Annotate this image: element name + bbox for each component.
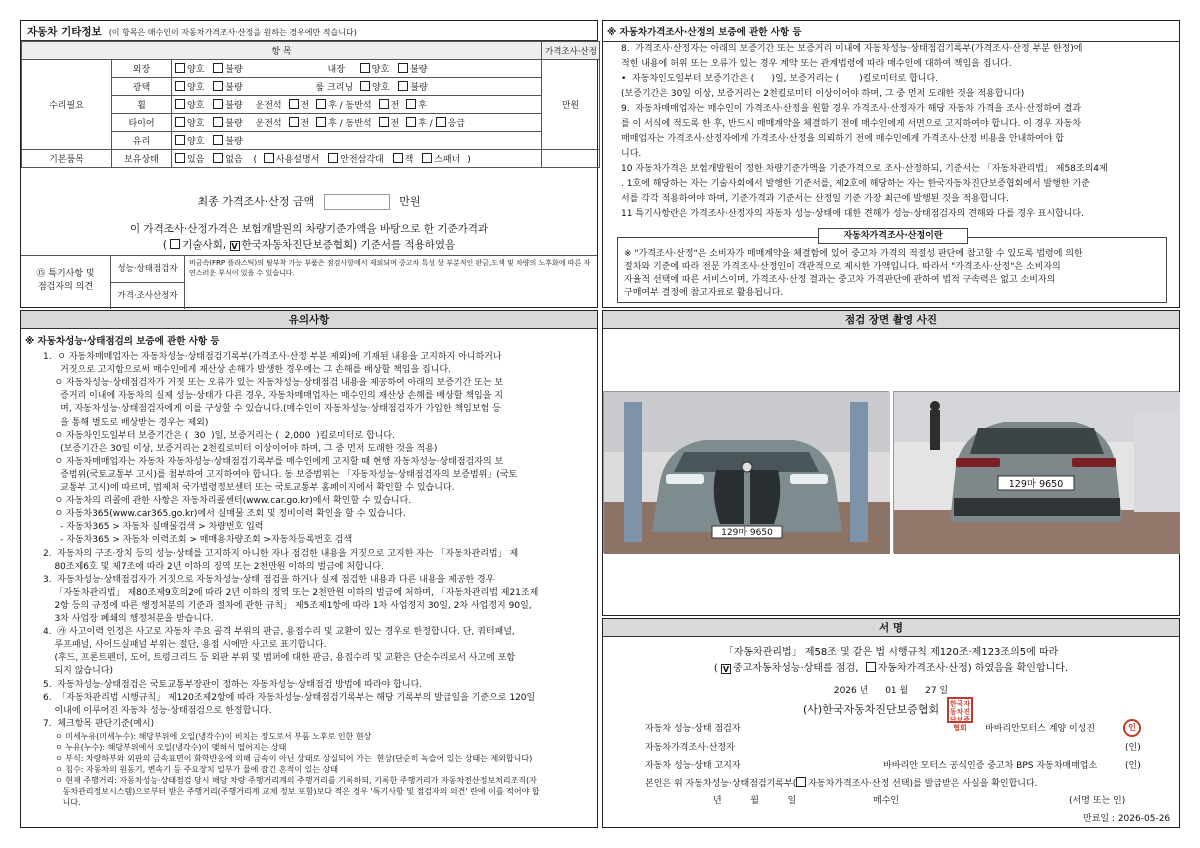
org-name: (사)한국자동차진단보증협회 xyxy=(803,703,940,716)
expiry-date: 만료일 : 2026-05-26 xyxy=(1083,814,1171,824)
has-label: 있음 xyxy=(187,155,205,165)
price-unit: 만원 xyxy=(561,101,580,111)
note-line: 3. 자동차성능·상태점검자가 거짓으로 자동차성능·상태 점검을 하거나 실제 점검한 내용과 다른 내용을 제공한 경우 xyxy=(43,574,495,585)
sign-day: 27 xyxy=(925,686,937,696)
item-manual-checkbox[interactable] xyxy=(264,153,274,163)
front-plate: 129마 9650 xyxy=(721,528,773,538)
note-line: ㅇ 자동차의 리콜에 관한 사항은 자동차리콜센터(www.car.go.kr)에서 확인할 수 있습니다. xyxy=(43,496,412,507)
day-unit: 일 xyxy=(939,686,949,696)
tire-good-checkbox[interactable] xyxy=(175,117,185,127)
row-exterior: 외장 xyxy=(132,65,151,75)
price-def-line: 자율적 선택에 따른 서비스이며, 가격조사·산정 결과는 중고차 가격판단에 관하여 법적 구속력은 없고 소비자의 xyxy=(624,275,1056,285)
good-label: 양호 xyxy=(371,65,390,75)
note-line: 루프패널, 사이드실패널 부위는 절단, 용접 시에만 사고로 표기합니다. xyxy=(43,640,327,651)
price-check-checkbox[interactable] xyxy=(866,662,876,672)
tire-driver-front-checkbox[interactable] xyxy=(289,117,299,127)
row-tire: 타이어 xyxy=(128,119,155,129)
inspector-label: 자동차 성능·상태 점검자 xyxy=(645,724,741,734)
final-price-unit: 만원 xyxy=(399,195,421,208)
note-line: 3차 사업장 폐쇄의 행정처분을 받습니다. xyxy=(43,614,214,624)
guarantee-line: 적힌 내용에 허위 또는 오류가 있는 경우 계약 또는 관계법령에 따라 매수인에 대하여 책임을 집니다. xyxy=(621,59,1012,69)
rear-plate: 129마 9650 xyxy=(1008,479,1064,490)
note-line: 증범위(국토교통부 고시)를 첨부하여 고지하여야 합니다. 동 보증범위는 「자동차성능·상태점검자의 보증범위」(국토 xyxy=(43,469,518,480)
bad-label: 불량 xyxy=(225,83,243,93)
perf-note: 비금속(FRP 플라스틱)의 탈부착 가능 부품은 점검사항에서 제외되며 중고차 특성 상 부분적인 판금,도색 및 차량의 노후화에 따른 자연스러운 부식이 있을 수 있습니다. xyxy=(189,259,591,277)
tire-bad-checkbox[interactable] xyxy=(213,117,223,127)
note-line: 되지 않습니다) xyxy=(43,666,113,677)
receipt-mid: 자동차가격조사·산정 선택)를 발급받은 사실을 확인합니다. xyxy=(808,779,1038,789)
note-line: 교통부 고시)에 따르며, 법제처 국가법령정보센터 또는 국토교통부 홈페이지에서 확인할 수 있습니다. xyxy=(43,483,455,493)
appraiser-seal: (인) xyxy=(1125,743,1141,753)
note-line: 5. 자동차성능·상태점검은 국토교통부장관이 정하는 자동차성능·상태점검 방법에 따라야 합니다. xyxy=(43,679,423,690)
rear-photo xyxy=(893,391,1179,553)
note-line: 7. 체크항목 판단기준(예시) xyxy=(43,718,155,729)
front-photo xyxy=(603,391,889,553)
photos-header: 점검 장면 촬영 사진 xyxy=(603,311,1179,329)
final-price-input[interactable] xyxy=(324,194,390,210)
paren-open: ( xyxy=(253,155,258,165)
note-line: 증거리 이내에 자동차의 실제 성능·상태가 다른 경우, 자동차매매업자는 매수인의 재산상 손해를 배상할 책임을 지 xyxy=(43,391,504,402)
special-label: ⑮ 특기사항 및 점검자의 의견 xyxy=(21,256,111,309)
good-label: 양호 xyxy=(187,83,205,93)
good-label: 양호 xyxy=(187,137,205,147)
note-line: 2. 자동차의 구조·장치 등의 성능·상태를 고지하지 아니한 자나 점검한 내용을 거짓으로 고지한 자는 「자동차관리법」 제 xyxy=(43,548,519,559)
inspector-seal xyxy=(1123,719,1141,737)
guarantee-line: 서를 각각 적용하여야 하며, 기준가격과 기준서는 산정일 기준 가장 최근에 발행된 것을 적용합니다. xyxy=(621,194,1009,204)
wheel-pass-front-checkbox[interactable] xyxy=(379,99,389,109)
guarantee-line: 니다. xyxy=(621,149,642,159)
inspector-value: 바바리안모터스 계양 이성진 xyxy=(985,724,1096,734)
guarantee-line: 8. 가격조사·산정자는 아래의 보증기간 또는 보증거리 이내에 자동차성능·상태점검기록부(가격조사·산정 부분 한정)에 xyxy=(621,44,1083,54)
good-label: 양호 xyxy=(187,101,205,111)
appraiser-label: 자동차가격조사·산정자 xyxy=(645,743,735,753)
row-interior: 내장 xyxy=(327,65,345,75)
guarantee-line: (보증기간은 30일 이상, 보증거리는 2천킬로미터 이상이어야 하며, 그 중 먼저 도래한 것을 적용합니다) xyxy=(621,89,1025,99)
front-car-image xyxy=(604,392,890,554)
basis-opt1: 기술사회, xyxy=(182,239,227,251)
basis-tech-checkbox[interactable] xyxy=(170,239,180,249)
notifier-seal: (인) xyxy=(1125,761,1141,771)
stamp-text: 한국자동차진단보증협회 xyxy=(949,700,971,732)
bad-label: 불량 xyxy=(225,137,243,147)
perf-label: 성능·상태점검자 xyxy=(111,256,185,283)
row-wheel: 휠 xyxy=(137,101,146,111)
note-line: ㅇ 자동차성능·상태점검자가 거짓 또는 오류가 있는 자동차성능·상태점검 내용을 제공하여 아래의 보증기간 또는 보 xyxy=(43,378,504,389)
tire-pass-rear-checkbox[interactable] xyxy=(406,117,416,127)
note-line: - 자동차365 > 자동차 실매물검색 > 차량번호 입력 xyxy=(43,522,264,533)
price-def-line: 구매여부 결정에 참고자료로 활용됩니다. xyxy=(624,288,784,298)
room-good-checkbox[interactable] xyxy=(360,81,370,91)
note-line: (후드, 프론트펜더, 도어, 트렁크리드 등 외판 부위 및 범퍼에 대한 판금, 용접수리 및 교환은 단순수리로서 사고에 포함 xyxy=(43,653,516,664)
rear-car-image xyxy=(894,392,1180,554)
emergency-label: 응급 xyxy=(447,119,465,129)
basis-opt2: 한국자동차진단보증협회 xyxy=(241,239,354,251)
note-small-line: 동차관리정보시스템)으로부터 받은 주행거리(주행거리계 교체 정보 포함)보다 적은 경우 '특기사항 및 점검자의 의견' 란에 이를 적어야 합 xyxy=(55,786,540,796)
item-triangle-checkbox[interactable] xyxy=(328,153,338,163)
note-small-line: ㅇ 침수: 자동차의 원동기, 변속기 등 주요장치 일부가 물에 잠긴 흔적이 있는 상태 xyxy=(55,764,339,774)
row-gloss: 광택 xyxy=(132,83,151,93)
note-line: 80조제6호 및 제7조에 따라 2년 이하의 징역 또는 2천만원 이하의 벌금에 처합니다. xyxy=(43,561,384,572)
gloss-bad-checkbox[interactable] xyxy=(213,81,223,91)
note-line: ㅇ 자동차매매업자는 자동차 자동차성능·상태점검기록부를 매수인에게 고지할 때 현행 자동차성능·상태점검자의 보 xyxy=(43,456,504,467)
note-small-line: ㅇ 부식: 차량하부와 외판의 금속표면이 화학반응에 의해 금속이 아닌 상태로 상실되어 가는 현상(단순히 녹슬어 있는 상태는 제외합니다) xyxy=(55,753,533,763)
bad-label: 불량 xyxy=(225,65,243,75)
signature-header: 서 명 xyxy=(603,619,1179,637)
note-line: 거짓으로 고지함으로써 매수인에게 재산상 손해가 발생한 경우에는 그 손해를 배상할 책임을 집니다. xyxy=(43,365,451,376)
item-manual-label: 사용설명서 xyxy=(275,155,320,165)
rear-label: 후 xyxy=(418,101,427,111)
receipt-price-checkbox[interactable] xyxy=(796,777,806,787)
good-label: 양호 xyxy=(372,83,390,93)
none-label: 없음 xyxy=(225,155,243,165)
exterior-good-checkbox[interactable] xyxy=(175,63,185,73)
note-line: ㅇ 자동차365(www.car365.go.kr)에서 실매물 조회 및 정비이력 확인을 할 수 있습니다. xyxy=(43,509,406,520)
other-info-panel xyxy=(20,20,598,308)
price-guarantee-panel xyxy=(602,20,1180,308)
bad-label: 불량 xyxy=(225,119,243,129)
note-line: 이내에 이루어진 자동차 성능·상태점검으로 한정합니다. xyxy=(43,705,272,716)
item-spanner-checkbox[interactable] xyxy=(422,153,432,163)
bad-label: 불량 xyxy=(225,101,243,111)
signature-panel xyxy=(602,618,1180,828)
paren-close: ) xyxy=(467,155,471,165)
guarantee-line: 10 자동차가격은 보험개발원이 정한 차량기준가액을 기준가격으로 조사·산정하되, 기준서는 「자동차관리법」 제58조의4제 xyxy=(621,164,1108,174)
good-label: 양호 xyxy=(187,119,205,129)
basis-tail: ) 기준서를 적용하였음 xyxy=(353,239,456,251)
note-line: 6. 「자동차관리법 시행규칙」 제120조제2항에 따라 자동차성능·상태점검기록부는 해당 기록부의 발급일을 기준으로 120일 xyxy=(43,692,536,703)
bad-label: 불량 xyxy=(410,65,428,75)
other-info-table: 항 목 가격조사·산정 수리필요 외장 양호 불량 내장 양호 불량 만원 광택 양호 불량 룸 크리닝 양호 불량 휠 양호 불량 운전석 전 후 / 동반석 전 후 타이어 양호 불량 운전석 전 후 / 동반석 전 후 / 응급 유리 양호 불량 기본품목 보유상태 있음 없음 ( 사용설명서 안전삼각대 잭 스패너 ) xyxy=(21,41,600,168)
note-line: 4. ㉮ 사고이력 인정은 사고로 자동차 주요 골격 부위의 판금, 용접수리 및 교환이 있는 경우로 한정합니다. 단, 쿼터패널, xyxy=(43,627,515,638)
check-line-1: 중고자동차성능·상태를 점검, xyxy=(732,663,859,674)
price-def-title: 자동차가격조사·산정이란 xyxy=(818,228,968,244)
possession-none-checkbox[interactable] xyxy=(213,153,223,163)
receipt-date: 년 월 일 xyxy=(713,796,797,806)
month-unit: 월 xyxy=(899,686,909,696)
interior-bad-checkbox[interactable] xyxy=(398,63,408,73)
item-jack-label: 잭 xyxy=(404,155,414,165)
buyer-sign: (서명 또는 인) xyxy=(1069,796,1126,806)
front-label: 전 xyxy=(390,119,400,129)
tire-emergency-checkbox[interactable] xyxy=(436,117,446,127)
front-label: 전 xyxy=(390,101,400,111)
driver-label: 운전석 xyxy=(255,119,282,129)
year-unit: 년 xyxy=(859,686,869,696)
note-small-line: ㅇ 미세누유(미세누수): 해당부위에 오일(냉각수)이 비치는 정도로서 부품 노후로 인한 현상 xyxy=(55,731,372,741)
wheel-pass-rear-checkbox[interactable] xyxy=(406,99,416,109)
glass-good-checkbox[interactable] xyxy=(175,135,185,145)
org-stamp xyxy=(947,697,973,732)
guarantee-line: 9. 자동차매매업자는 매수인이 가격조사·산정을 원할 경우 가격조사·산정자가 해당 자동차 가격을 조사·산정하여 결과 xyxy=(621,104,1082,114)
gloss-good-checkbox[interactable] xyxy=(175,81,185,91)
other-info-note: (이 항목은 매수인이 자동차가격조사·산정을 원하는 경우에만 적습니다) xyxy=(108,28,357,37)
guarantee-line: 11 특기사항란은 가격조사·산정자의 자동차 성능·상태에 대한 견해가 성능·상태점검자의 견해와 다를 경우 표시합니다. xyxy=(621,209,1084,219)
group-basic: 기본품목 xyxy=(49,155,84,165)
notes-header: 유의사항 xyxy=(21,311,597,329)
group-repair: 수리필요 xyxy=(49,101,84,111)
tire-driver-rear-checkbox[interactable] xyxy=(316,117,326,127)
rear-label: 후 xyxy=(328,101,337,111)
price-label: 가격·조사산정자 xyxy=(111,283,185,309)
item-triangle-label: 안전삼각대 xyxy=(340,155,384,165)
note-line: 2항 등의 규정에 따른 행정처분의 기준과 절차에 관한 규칙」 제5조제1항에 따라 1차 사업정지 30일, 2차 사업정지 90일, xyxy=(43,600,532,611)
buyer-label: 매수인 xyxy=(873,796,900,806)
price-def-line: ※ "가격조사·산정"은 소비자가 매매계약을 체결함에 있어 중고차 가격의 적절성 판단에 참고할 수 있도록 법령에 의한 xyxy=(624,249,1083,259)
guarantee-line: 를 이 서식에 적도록 한 후, 반드시 매매계약을 체결하기 전에 매수인에게 서면으로 고지하여야 합니다. 이 경우 자동차 xyxy=(621,119,1082,129)
wheel-good-checkbox[interactable] xyxy=(175,99,185,109)
note-line: 며, 자동차성능·상태점검자에게 이를 구상할 수 있습니다.(매수인이 자동차성능·상태점검자가 가입한 책임보험 등 xyxy=(43,404,501,415)
row-room-clean: 룸 크리닝 xyxy=(315,83,354,93)
bad-label: 불량 xyxy=(410,83,428,93)
tire-pass-front-checkbox[interactable] xyxy=(379,117,389,127)
guarantee-line: 매매업자는 가격조사·산정자에게 가격조사·산정을 의뢰하기 전에 매수인에게 가격조사·산정 비용을 안내하여야 합 xyxy=(621,134,1064,144)
wheel-bad-checkbox[interactable] xyxy=(213,99,223,109)
check-line-2: 자동차가격조사·산정) 하였음을 확인합니다. xyxy=(877,663,1069,674)
perf-check-checkbox[interactable]: V xyxy=(722,665,730,674)
note-line: ㅇ 자동차인도일부터 보증기간은 ( 30 )일, 보증거리는 ( 2,000 )킬로미터로 합니다. xyxy=(43,430,395,441)
front-label: 전 xyxy=(300,101,310,111)
check-open: ( xyxy=(713,663,718,674)
item-spanner-label: 스패너 xyxy=(434,155,461,165)
mini-seal-text: 인 xyxy=(1128,723,1136,732)
interior-good-checkbox[interactable] xyxy=(360,63,370,73)
driver-label: 운전석 xyxy=(255,101,282,111)
basis-text: 이 가격조사·산정가격은 보험개발원의 차량기준가액을 바탕으로 한 기준가격과 xyxy=(129,223,489,235)
note-small-line: 니다. xyxy=(55,797,81,807)
item-jack-checkbox[interactable] xyxy=(393,153,403,163)
rear-label: 후 xyxy=(328,119,337,129)
note-small-line: ㅇ 누유(누수): 해당부위에서 오일(냉각수)이 맺혀서 떨어지는 상태 xyxy=(55,742,287,752)
note-line: 을 통해 별도로 배상받는 경우는 제외) xyxy=(43,417,209,428)
price-def-line: 절차와 기준에 따라 전문 가격조사·산정인이 객관적으로 제시한 가액입니다. 따라서 "가격조사·산정"은 소비자의 xyxy=(624,262,1061,272)
passenger-label: / 동반석 xyxy=(339,119,372,129)
final-price-label: 최종 가격조사·산정 금액 xyxy=(197,195,315,208)
row-glass: 유리 xyxy=(132,137,151,147)
wheel-driver-rear-checkbox[interactable] xyxy=(316,99,326,109)
receipt-line: 본인은 위 자동차성능·상태점검기록부( xyxy=(645,779,797,789)
front-label: 전 xyxy=(300,119,310,129)
wheel-driver-front-checkbox[interactable] xyxy=(289,99,299,109)
guarantee-line: • 자동차인도일부터 보증기간은 ( )일, 보증거리는 ( )킬로미터로 합니다. xyxy=(621,74,939,84)
notifier-value: 바바리안 모터스 공식인증 중고차 BPS 자동차매매업소 xyxy=(883,761,1098,771)
guarantee-line: . 1호에 해당하는 자는 기술사회에서 발행한 기준서를, 제2호에 해당하는 자는 한국자동차진단보증협회에서 발행한 기준 xyxy=(621,179,1090,189)
other-info-title: 자동차 기타정보 xyxy=(27,26,102,38)
basis-kadia-checkbox[interactable]: V xyxy=(231,242,238,251)
passenger-label: / 동반석 xyxy=(339,101,372,111)
note-line: 1. ㅇ 자동차매매업자는 자동차성능·상태점검기록부(가격조사·산정 부분 제외)에 기재된 내용을 고지하지 아니하거나 xyxy=(43,352,502,362)
law-line: 「자동차관리법」 제58조 및 같은 법 시행규칙 제120조·제123조의5에 따라 xyxy=(723,647,1059,658)
col-price: 가격조사·산정 xyxy=(545,46,597,57)
note-small-line: ㅇ 현재 주행거리: 자동차성능·상태점검 당시 해당 차량 주행거리계의 주행거리를 기록하되, 기록한 주행거리가 자동차전산정보처리조직(자 xyxy=(55,775,537,785)
room-bad-checkbox[interactable] xyxy=(398,81,408,91)
sign-month: 01 xyxy=(885,686,897,696)
possession-has-checkbox[interactable] xyxy=(175,153,185,163)
good-label: 양호 xyxy=(187,65,205,75)
price-def-box xyxy=(617,231,1167,303)
glass-bad-checkbox[interactable] xyxy=(213,135,223,145)
exterior-bad-checkbox[interactable] xyxy=(213,63,223,73)
col-item: 항 목 xyxy=(271,47,292,57)
note-line: (보증기간은 30일 이상, 보증거리는 2천킬로미터 이상이어야 하며, 그 중 먼저 도래한 것을 적용) xyxy=(43,443,438,454)
note-line: - 자동차365 > 자동차 이력조회 > 매매용차량조회 >자동차등록번호 검색 xyxy=(43,535,353,546)
notes-title: ※ 자동차성능·상태점검의 보증에 관한 사항 등 xyxy=(25,336,220,347)
paren-open: ( xyxy=(162,239,167,251)
price-guarantee-title: ※ 자동차가격조사·산정의 보증에 관한 사항 등 xyxy=(603,21,1179,42)
rear-label: 후 xyxy=(418,119,427,129)
notifier-label: 자동차 성능·상태 고지자 xyxy=(645,761,741,771)
notes-panel xyxy=(20,310,598,828)
photos-panel xyxy=(602,310,1180,616)
sign-year: 2026 xyxy=(833,686,857,696)
note-line: 「자동차관리법」 제80조제9호의2에 따라 2년 이하의 징역 또는 2천만원 이하의 벌금에 처하며, 「자동차관리법 제21조제 xyxy=(43,587,539,598)
row-possession: 보유상태 xyxy=(124,155,159,165)
